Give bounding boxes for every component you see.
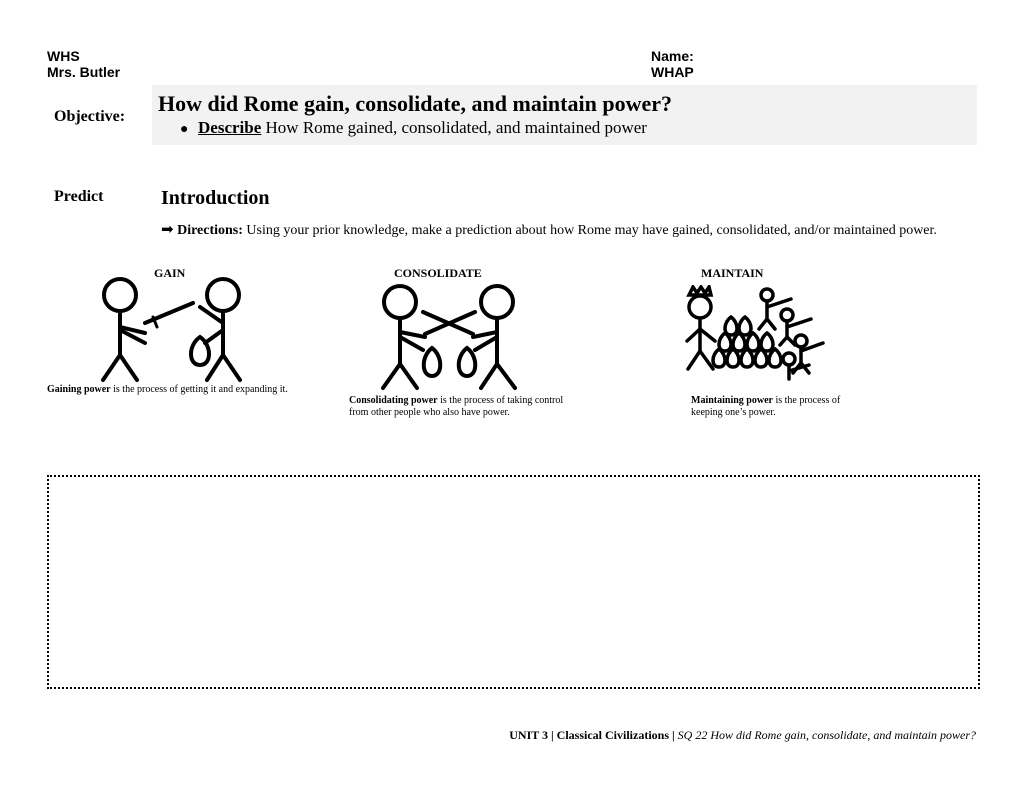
stick-figures-consolidate-icon xyxy=(375,282,525,392)
header-right xyxy=(651,48,694,80)
objective-verb: Describe xyxy=(198,118,262,137)
arrow-right-icon: ➡ xyxy=(161,222,174,238)
objective-box xyxy=(152,85,977,145)
objective-bullet xyxy=(180,118,647,138)
consolidate-definition: is the process of taking control from other people who also have power. xyxy=(349,395,564,418)
directions-label: Directions: xyxy=(177,223,243,238)
consolidate-term: Consolidating power xyxy=(349,395,438,406)
footer-unit: UNIT 3 | Classical Civilizations | xyxy=(509,728,675,742)
footer xyxy=(509,728,976,743)
objective-label: Objective: xyxy=(54,108,126,125)
gain-term: Gaining power xyxy=(47,384,111,395)
gain-heading: GAIN xyxy=(154,266,186,280)
directions xyxy=(161,220,937,239)
stick-figures-maintain-icon xyxy=(683,285,828,385)
maintain-term: Maintaining power xyxy=(691,395,773,406)
footer-question: SQ 22 How did Rome gain, consolidate, and maintain power? xyxy=(674,728,976,742)
maintain-definition: is the process of keeping one’s power. xyxy=(691,395,841,418)
section-title: Introduction xyxy=(161,187,270,209)
header-left xyxy=(47,48,120,80)
name-label: Name: xyxy=(651,48,694,64)
stick-figures-gain-icon xyxy=(95,275,255,385)
directions-text: Using your prior knowledge, make a prediction about how Rome may have gained, consolidated, and/or maintained power. xyxy=(242,223,937,238)
maintain-heading: MAINTAIN xyxy=(701,266,764,280)
maintain-caption xyxy=(691,395,851,419)
teacher-name: Mrs. Butler xyxy=(47,64,121,80)
bullet-dot-icon: ● xyxy=(180,122,189,137)
consolidate-heading: CONSOLIDATE xyxy=(394,266,482,280)
prediction-answer-box[interactable] xyxy=(47,475,980,689)
gain-caption xyxy=(47,384,288,396)
consolidate-caption xyxy=(349,395,579,419)
objective-question: How did Rome gain, consolidate, and maintain power? xyxy=(158,91,672,116)
course-name: WHAP xyxy=(651,64,694,80)
gain-definition: is the process of getting it and expanding it. xyxy=(110,384,288,395)
predict-label: Predict xyxy=(54,188,104,205)
objective-bullet-text: How Rome gained, consolidated, and maintained power xyxy=(261,118,647,137)
school-name: WHS xyxy=(47,48,80,64)
